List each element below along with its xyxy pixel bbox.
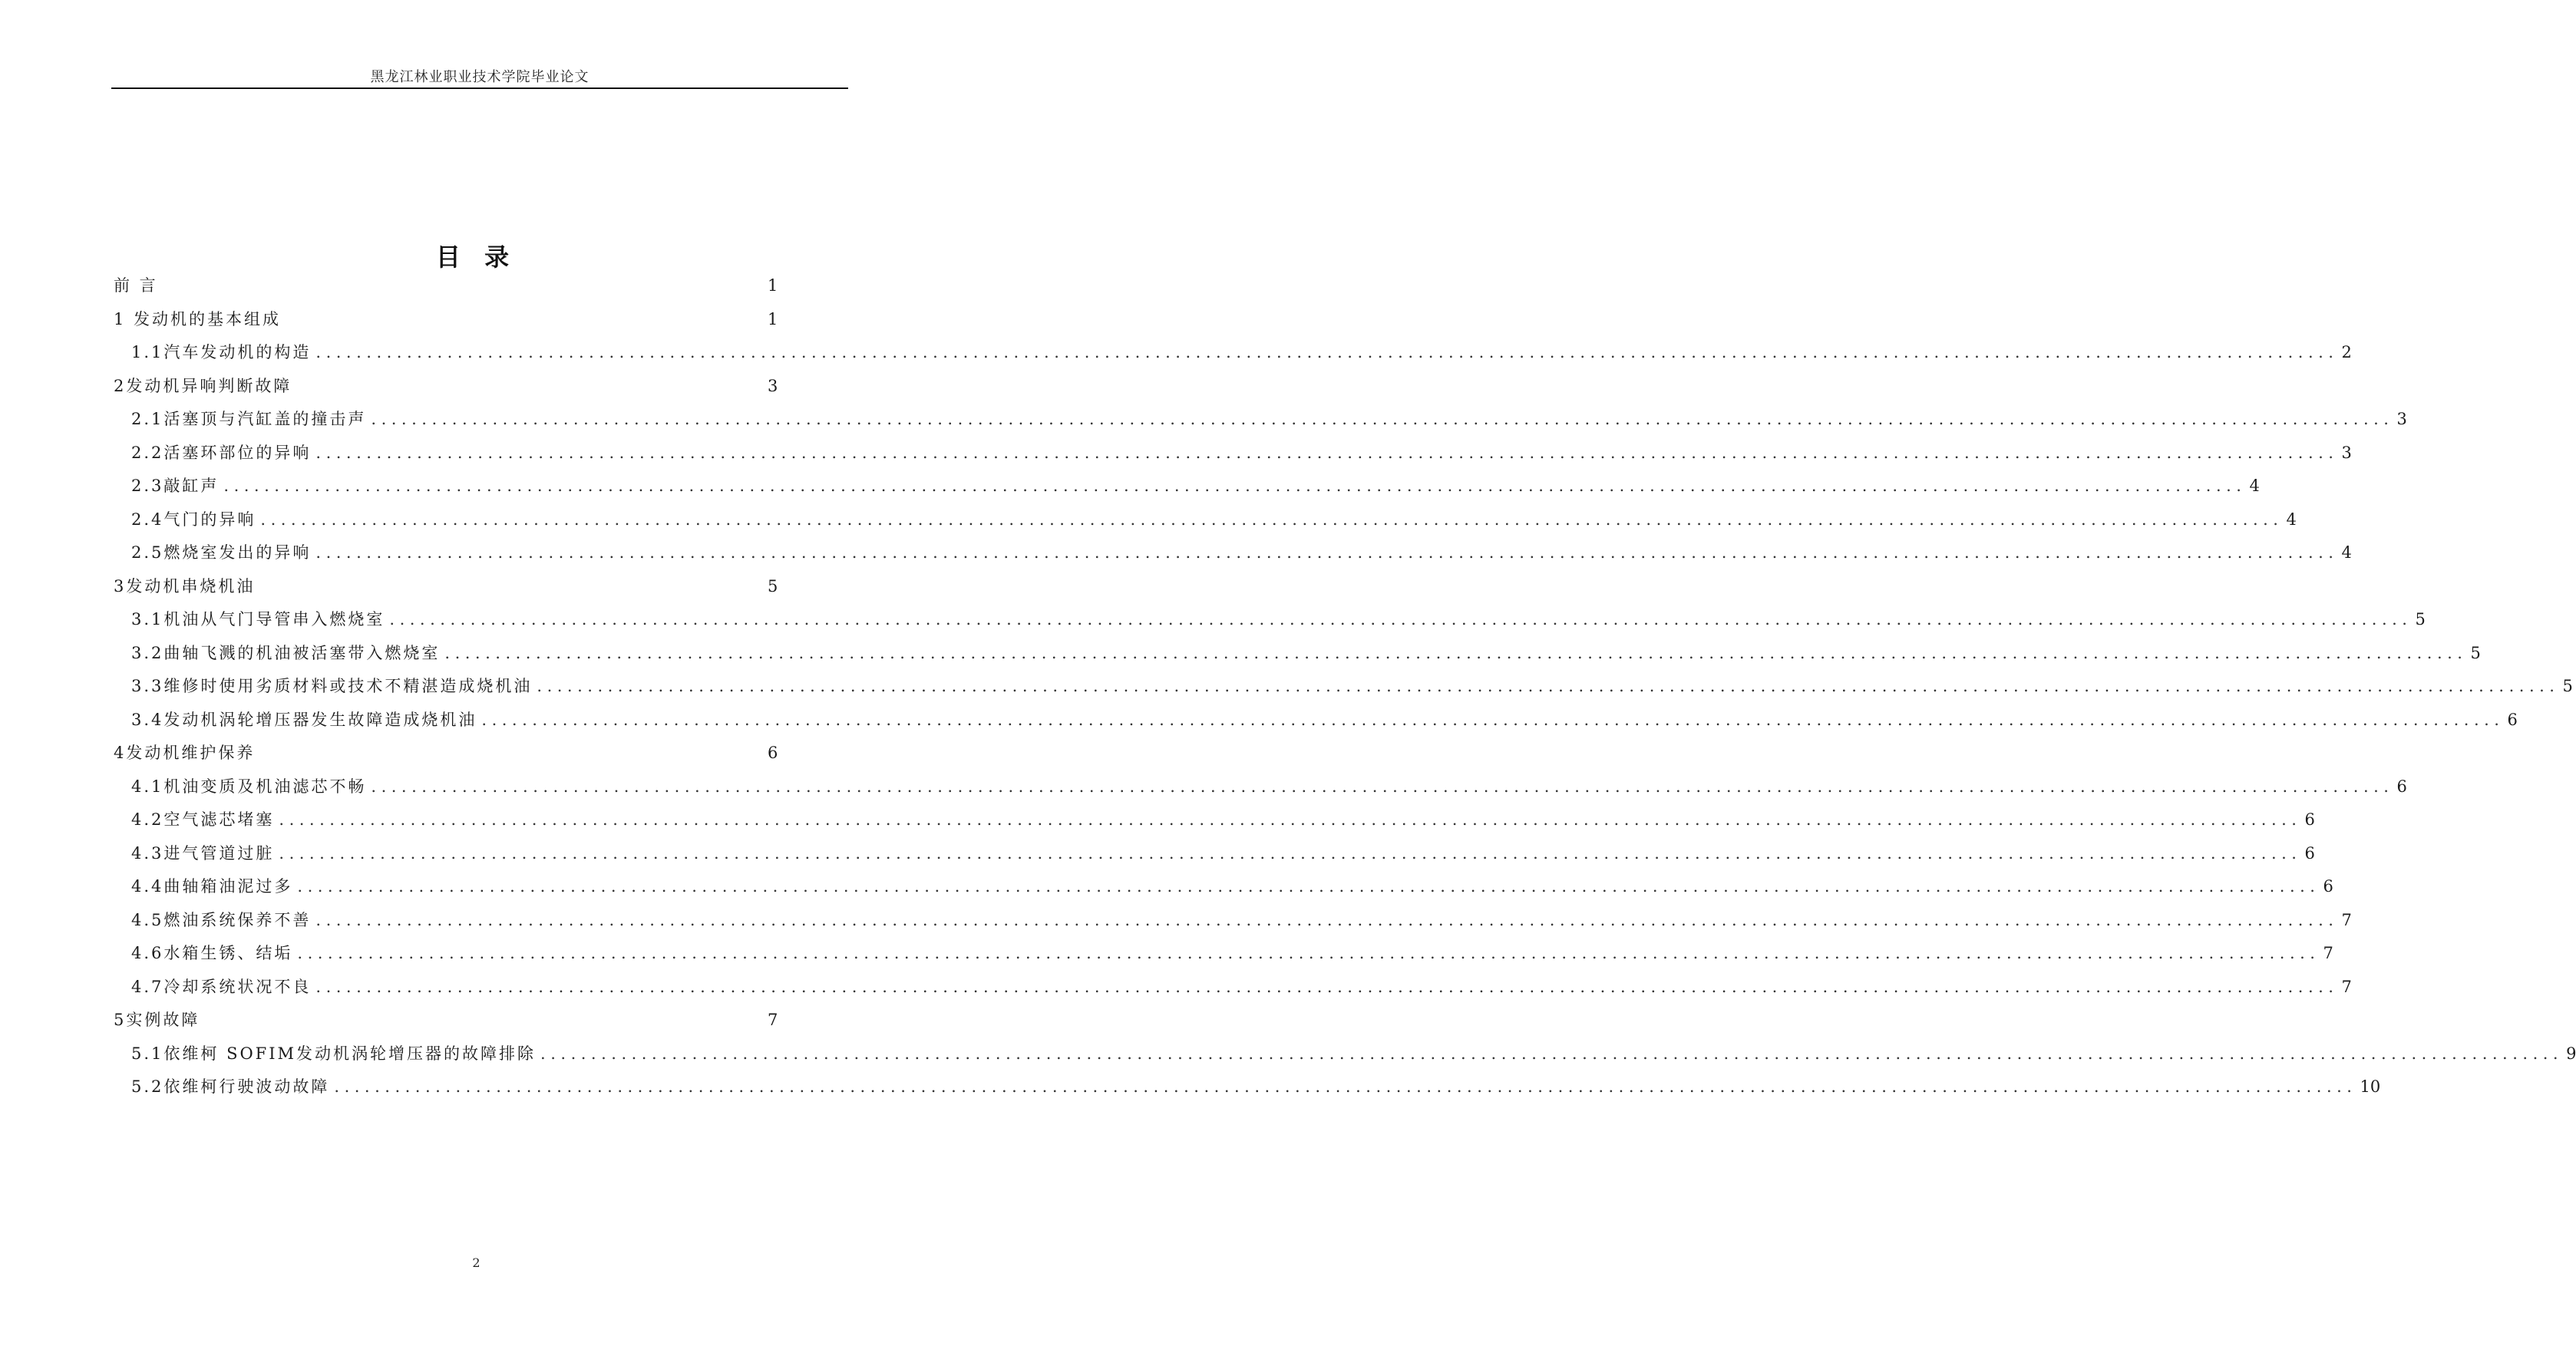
toc-entry-label: 4.5燃油系统保养不善: [131, 910, 312, 929]
toc-entry-page-number: 2: [2341, 343, 2352, 361]
page-number: 2: [472, 1255, 481, 1270]
toc-section-entry: [131, 873, 2333, 899]
toc-section-entry: [131, 473, 2260, 499]
toc-chapter-entry: [114, 272, 778, 299]
toc-section-entry: [131, 339, 2352, 365]
toc-entry-label: 3发动机串烧机油: [114, 576, 256, 595]
toc-section-entry: [131, 940, 2333, 966]
toc-entry-page-number: 6: [2507, 710, 2518, 729]
toc-entry-label: 2.1活塞顶与汽缸盖的撞击声: [131, 410, 367, 428]
dot-leader: ........................................................................................................................................................................................................: [481, 710, 2505, 729]
dot-leader: ........................................................................................................................................................................................................: [371, 777, 2394, 796]
dot-leader: ........................................................................................................................................................................................................: [279, 810, 2302, 829]
dot-leader: ........................................................................................................................................................................................................: [223, 477, 2247, 495]
toc-section-entry: [131, 539, 2352, 566]
toc-entry-label: 4.6水箱生锈、结垢: [131, 944, 293, 962]
toc-entry-label: 2.3敲缸声: [131, 477, 220, 495]
dot-leader: ........................................................................................................................................................................................................: [444, 643, 2468, 662]
toc-entry-page-number: 3: [2396, 410, 2407, 428]
toc-entry-label: 5实例故障: [114, 1011, 200, 1029]
toc-entry-page-number: 1: [768, 309, 778, 328]
toc-section-entry: [131, 1041, 2576, 1067]
toc-entry-page-number: 4: [2341, 543, 2352, 562]
dot-leader: ........................................................................................................................................................................................................: [297, 877, 2320, 896]
dot-leader: ........................................................................................................................................................................................................: [315, 443, 2339, 462]
toc-entry-label: 3.4发动机涡轮增压器发生故障造成烧机油: [131, 710, 477, 729]
toc-entry-page-number: 10: [2360, 1077, 2381, 1096]
toc-entry-label: 4.3进气管道过脏: [131, 843, 275, 863]
header-rule: [111, 87, 848, 89]
toc-entry-label: 2.5燃烧室发出的异响: [131, 543, 312, 562]
toc-entry-page-number: 4: [2286, 510, 2297, 529]
toc-entry-page-number: 5: [2470, 643, 2481, 662]
dot-leader: ........................................................................................................................................................................................................: [537, 677, 2560, 695]
running-header: 黑龙江林业职业技术学院毕业论文: [370, 69, 590, 85]
toc-entry-label: 3.1机油从气门导管串入燃烧室: [131, 610, 385, 628]
dot-leader: ........................................................................................................................................................................................................: [279, 843, 2302, 863]
toc-section-entry: [131, 506, 2297, 533]
toc-entry-page-number: 7: [768, 1011, 778, 1029]
toc-entry-label: 4.7冷却系统状况不良: [131, 977, 312, 996]
toc-entry-page-number: 7: [2341, 910, 2352, 929]
dot-leader: ........................................................................................................................................................................................................: [260, 510, 2284, 529]
toc-entry-page-number: 6: [2304, 810, 2315, 829]
toc-section-entry: [131, 406, 2407, 432]
toc-entry-label: 4.1机油变质及机油滤芯不畅: [131, 777, 367, 796]
toc-entry-page-number: 6: [768, 744, 778, 762]
toc-entry-page-number: 1: [768, 276, 778, 295]
toc-entry-page-number: 9: [2566, 1044, 2576, 1063]
toc-entry-page-number: 6: [2323, 877, 2333, 896]
toc-entry-label: 2发动机异响判断故障: [114, 376, 292, 395]
toc-chapter-entry: [114, 740, 778, 766]
dot-leader: ........................................................................................................................................................................................................: [315, 977, 2339, 996]
dot-leader: ........................................................................................................................................................................................................: [315, 910, 2339, 929]
toc-section-entry: [131, 640, 2481, 666]
toc-section-entry: [131, 440, 2352, 466]
toc-entry-page-number: 5: [2562, 677, 2573, 695]
toc-entry-page-number: 6: [2304, 843, 2315, 863]
toc-entry-page-number: 6: [2396, 777, 2407, 796]
toc-entry-label: 5.2依维柯行驶波动故障: [131, 1077, 330, 1096]
toc-chapter-entry: [114, 1007, 778, 1033]
dot-leader: ........................................................................................................................................................................................................: [297, 944, 2320, 962]
dot-leader: ........................................................................................................................................................................................................: [334, 1077, 2357, 1096]
toc-section-entry: [131, 774, 2407, 800]
toc-entry-label: 4.4曲轴箱油泥过多: [131, 877, 293, 896]
dot-leader: ........................................................................................................................................................................................................: [540, 1044, 2564, 1063]
toc-section-entry: [131, 1074, 2381, 1100]
toc-entry-page-number: 7: [2341, 977, 2352, 996]
dot-leader: ........................................................................................................................................................................................................: [315, 343, 2339, 361]
toc-chapter-entry: [114, 306, 778, 332]
toc-chapter-entry: [114, 373, 778, 399]
toc-section-entry: [131, 840, 2315, 866]
toc-title: 目 录: [435, 242, 517, 272]
toc-entry-page-number: 7: [2323, 944, 2333, 962]
toc-section-entry: [131, 707, 2518, 733]
toc-section-entry: [131, 974, 2352, 1000]
dot-leader: ........................................................................................................................................................................................................: [315, 543, 2339, 562]
toc-chapter-entry: [114, 573, 778, 599]
toc-entry-label: 3.2曲轴飞溅的机油被活塞带入燃烧室: [131, 643, 441, 662]
toc-entry-label: 4发动机维护保养: [114, 744, 256, 762]
dot-leader: ........................................................................................................................................................................................................: [389, 610, 2413, 628]
toc-entry-page-number: 3: [768, 376, 778, 395]
toc-entry-label: 1 发动机的基本组成: [114, 309, 282, 328]
toc-entry-label: 5.1依维柯 SOFIM发动机涡轮增压器的故障排除: [131, 1044, 537, 1063]
toc-entry-label: 1.1汽车发动机的构造: [131, 343, 312, 361]
toc-entry-page-number: 5: [2415, 610, 2426, 628]
toc-section-entry: [131, 907, 2352, 933]
toc-section-entry: [131, 673, 2573, 699]
toc-entry-label: 3.3维修时使用劣质材料或技术不精湛造成烧机油: [131, 677, 533, 695]
toc-entry-page-number: 5: [768, 576, 778, 595]
toc-entry-label: 4.2空气滤芯堵塞: [131, 810, 275, 829]
toc-section-entry: [131, 606, 2426, 632]
toc-entry-label: 前 言: [114, 276, 158, 295]
toc-entry-label: 2.2活塞环部位的异响: [131, 443, 312, 462]
toc-entry-label: 2.4气门的异响: [131, 510, 256, 529]
toc-section-entry: [131, 807, 2315, 833]
toc-entry-page-number: 3: [2341, 443, 2352, 462]
toc-entry-page-number: 4: [2249, 477, 2260, 495]
dot-leader: ........................................................................................................................................................................................................: [371, 410, 2394, 428]
